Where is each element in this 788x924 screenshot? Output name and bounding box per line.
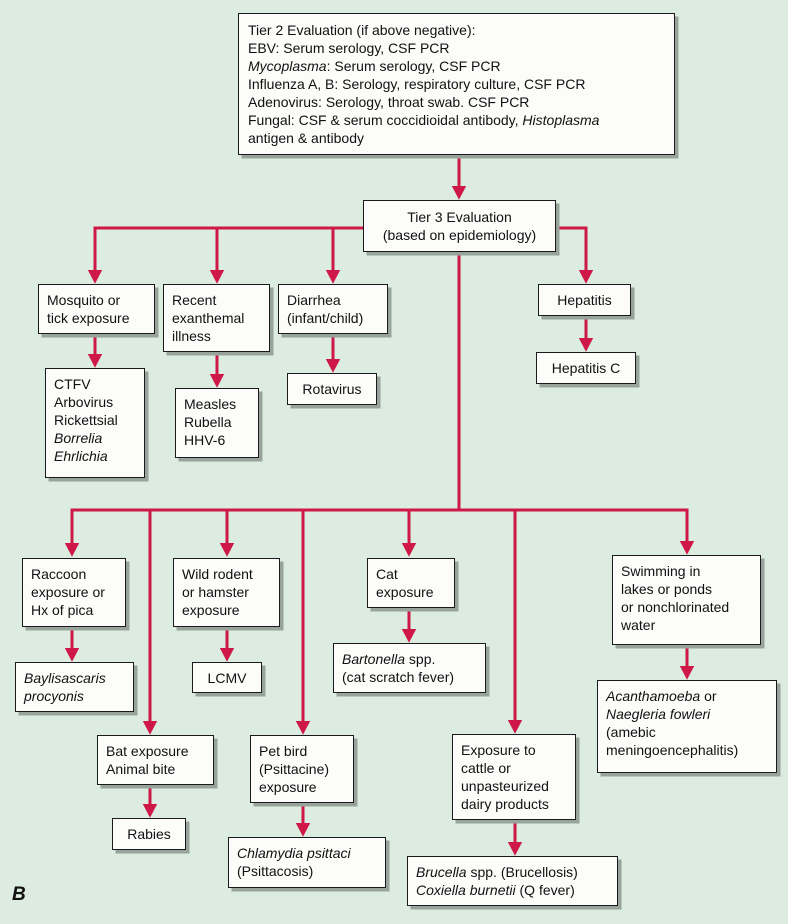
box-wild-rodent-hamster-exposure: Wild rodent or hamster exposure	[173, 558, 280, 627]
box-raccoon-exposure: Raccoon exposure or Hx of pica	[22, 558, 126, 627]
box-recent-exanthemal-illness: Recent exanthemal illness	[163, 284, 270, 352]
figure-panel-label: B	[12, 884, 26, 905]
box-lcmv: LCMV	[192, 662, 262, 693]
box-mosquito-tick-exposure: Mosquito or tick exposure	[38, 284, 155, 334]
box-measles-rubella-hhv6: Measles Rubella HHV-6	[175, 388, 259, 458]
box-rabies: Rabies	[112, 818, 186, 850]
box-hepatitis: Hepatitis	[538, 284, 631, 316]
box-cat-exposure: Cat exposure	[367, 558, 455, 608]
box-diarrhea-infant-child: Diarrhea (infant/child)	[278, 284, 388, 334]
box-ctfv-arbovirus-rickettsial: CTFV Arbovirus Rickettsial Borrelia Ehrlichia	[45, 368, 145, 478]
box-hepatitis-c: Hepatitis C	[536, 352, 636, 384]
box-cattle-dairy-exposure: Exposure to cattle or unpasteurized dairy products	[452, 734, 576, 820]
box-acanthamoeba-naegleria: Acanthamoeba or Naegleria fowleri (amebic meningoencephalitis)	[597, 680, 777, 773]
box-brucella-coxiella: Brucella spp. (Brucellosis) Coxiella burnetii (Q fever)	[407, 856, 618, 906]
box-tier3-evaluation: Tier 3 Evaluation (based on epidemiology)	[363, 200, 556, 252]
box-pet-bird-psittacine-exposure: Pet bird (Psittacine) exposure	[250, 735, 354, 803]
box-bartonella-cat-scratch: Bartonella spp. (cat scratch fever)	[333, 643, 486, 693]
box-swimming-lakes-ponds: Swimming in lakes or ponds or nonchlorinated water	[612, 555, 761, 645]
box-tier2-evaluation: Tier 2 Evaluation (if above negative): EBV: Serum serology, CSF PCR Mycoplasma: Serum serology, CSF PCR Influenza A, B: Serology, respiratory culture, CSF PCR Adenovirus: Serology, throat swab. CSF PCR Fungal: CSF & serum coccidioidal antibody, Histoplasma antigen & antibody	[238, 13, 675, 155]
box-baylisascaris-procyonis: Baylisascaris procyonis	[15, 662, 134, 712]
box-bat-exposure-animal-bite: Bat exposure Animal bite	[97, 735, 214, 785]
box-rotavirus: Rotavirus	[287, 373, 377, 405]
box-chlamydia-psittaci: Chlamydia psittaci (Psittacosis)	[228, 837, 386, 888]
